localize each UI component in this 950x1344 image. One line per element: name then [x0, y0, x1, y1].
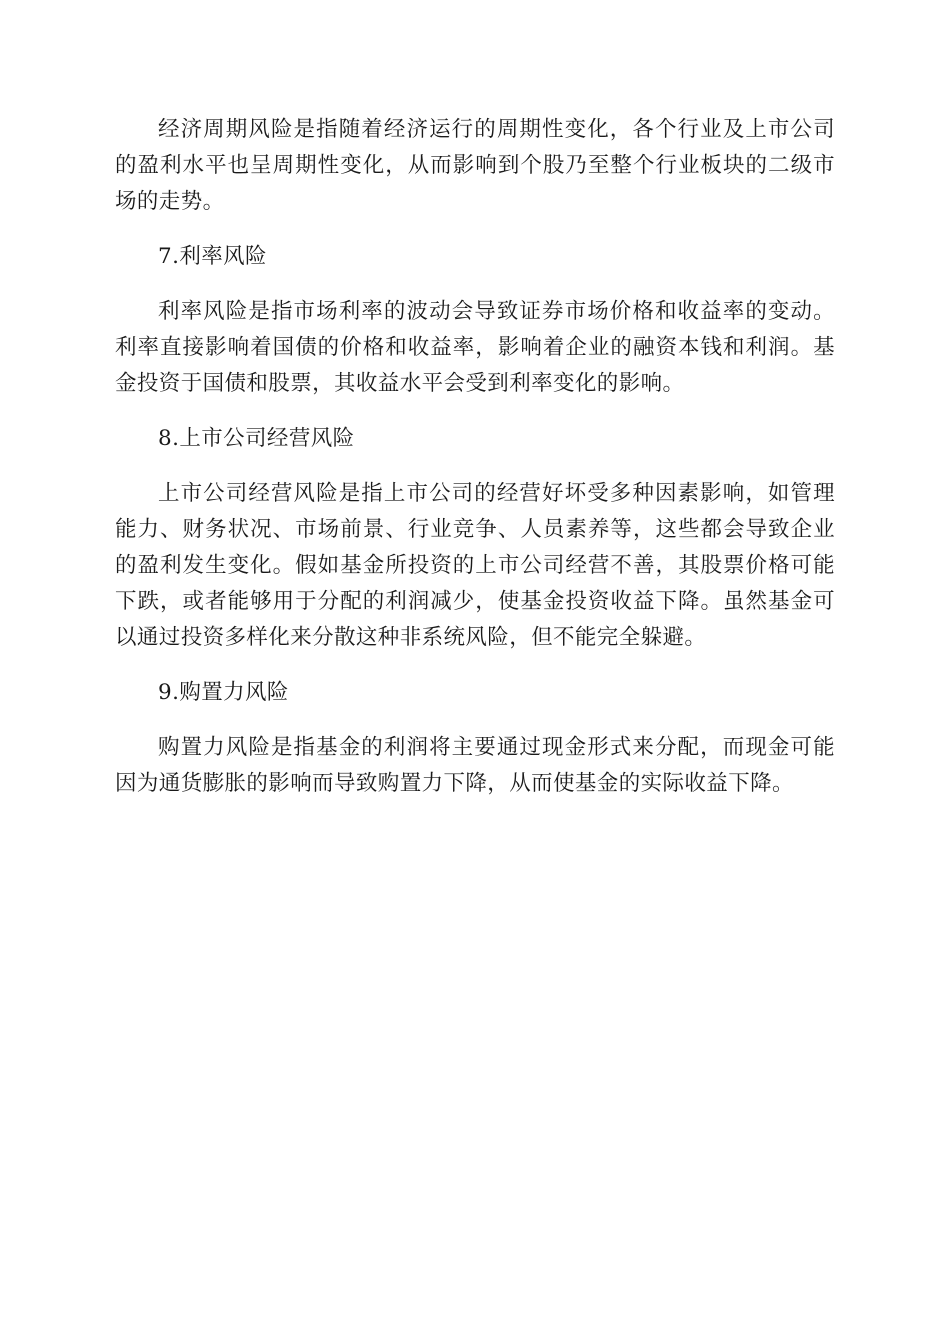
document-page: [115, 112, 835, 821]
paragraph-purchasing-power-risk: 购置力风险是指基金的利润将主要通过现金形式来分配，而现金可能因为通货膨胀的影响而导致购置力下降，从而使基金的实际收益下降。: [115, 735, 835, 796]
paragraph-interest-rate-risk: 利率风险是指市场利率的波动会导致证券市场价格和收益率的变动。利率直接影响着国债的价格和收益率，影响着企业的融资本钱和利润。基金投资于国债和股票，其收益水平会受到利率变化的影响。: [115, 299, 835, 396]
section-heading-company-operating-risk: 8.上市公司经营风险: [158, 426, 355, 451]
paragraph-company-operating-risk: 上市公司经营风险是指上市公司的经营好坏受多种因素影响，如管理能力、财务状况、市场前景、行业竞争、人员素养等，这些都会导致企业的盈利发生变化。假如基金所投资的上市公司经营不善，其股票价格可能下跌，或者能够用于分配的利润减少，使基金投资收益下降。虽然基金可以通过投资多样化来分散这种非系统风险，但不能完全躲避。: [115, 481, 835, 650]
section-heading-purchasing-power-risk: 9.购置力风险: [158, 680, 289, 705]
paragraph-economic-cycle-risk: 经济周期风险是指随着经济运行的周期性变化，各个行业及上市公司的盈利水平也呈周期性变化，从而影响到个股乃至整个行业板块的二级市场的走势。: [115, 117, 835, 214]
section-heading-interest-rate-risk: 7.利率风险: [158, 244, 267, 269]
